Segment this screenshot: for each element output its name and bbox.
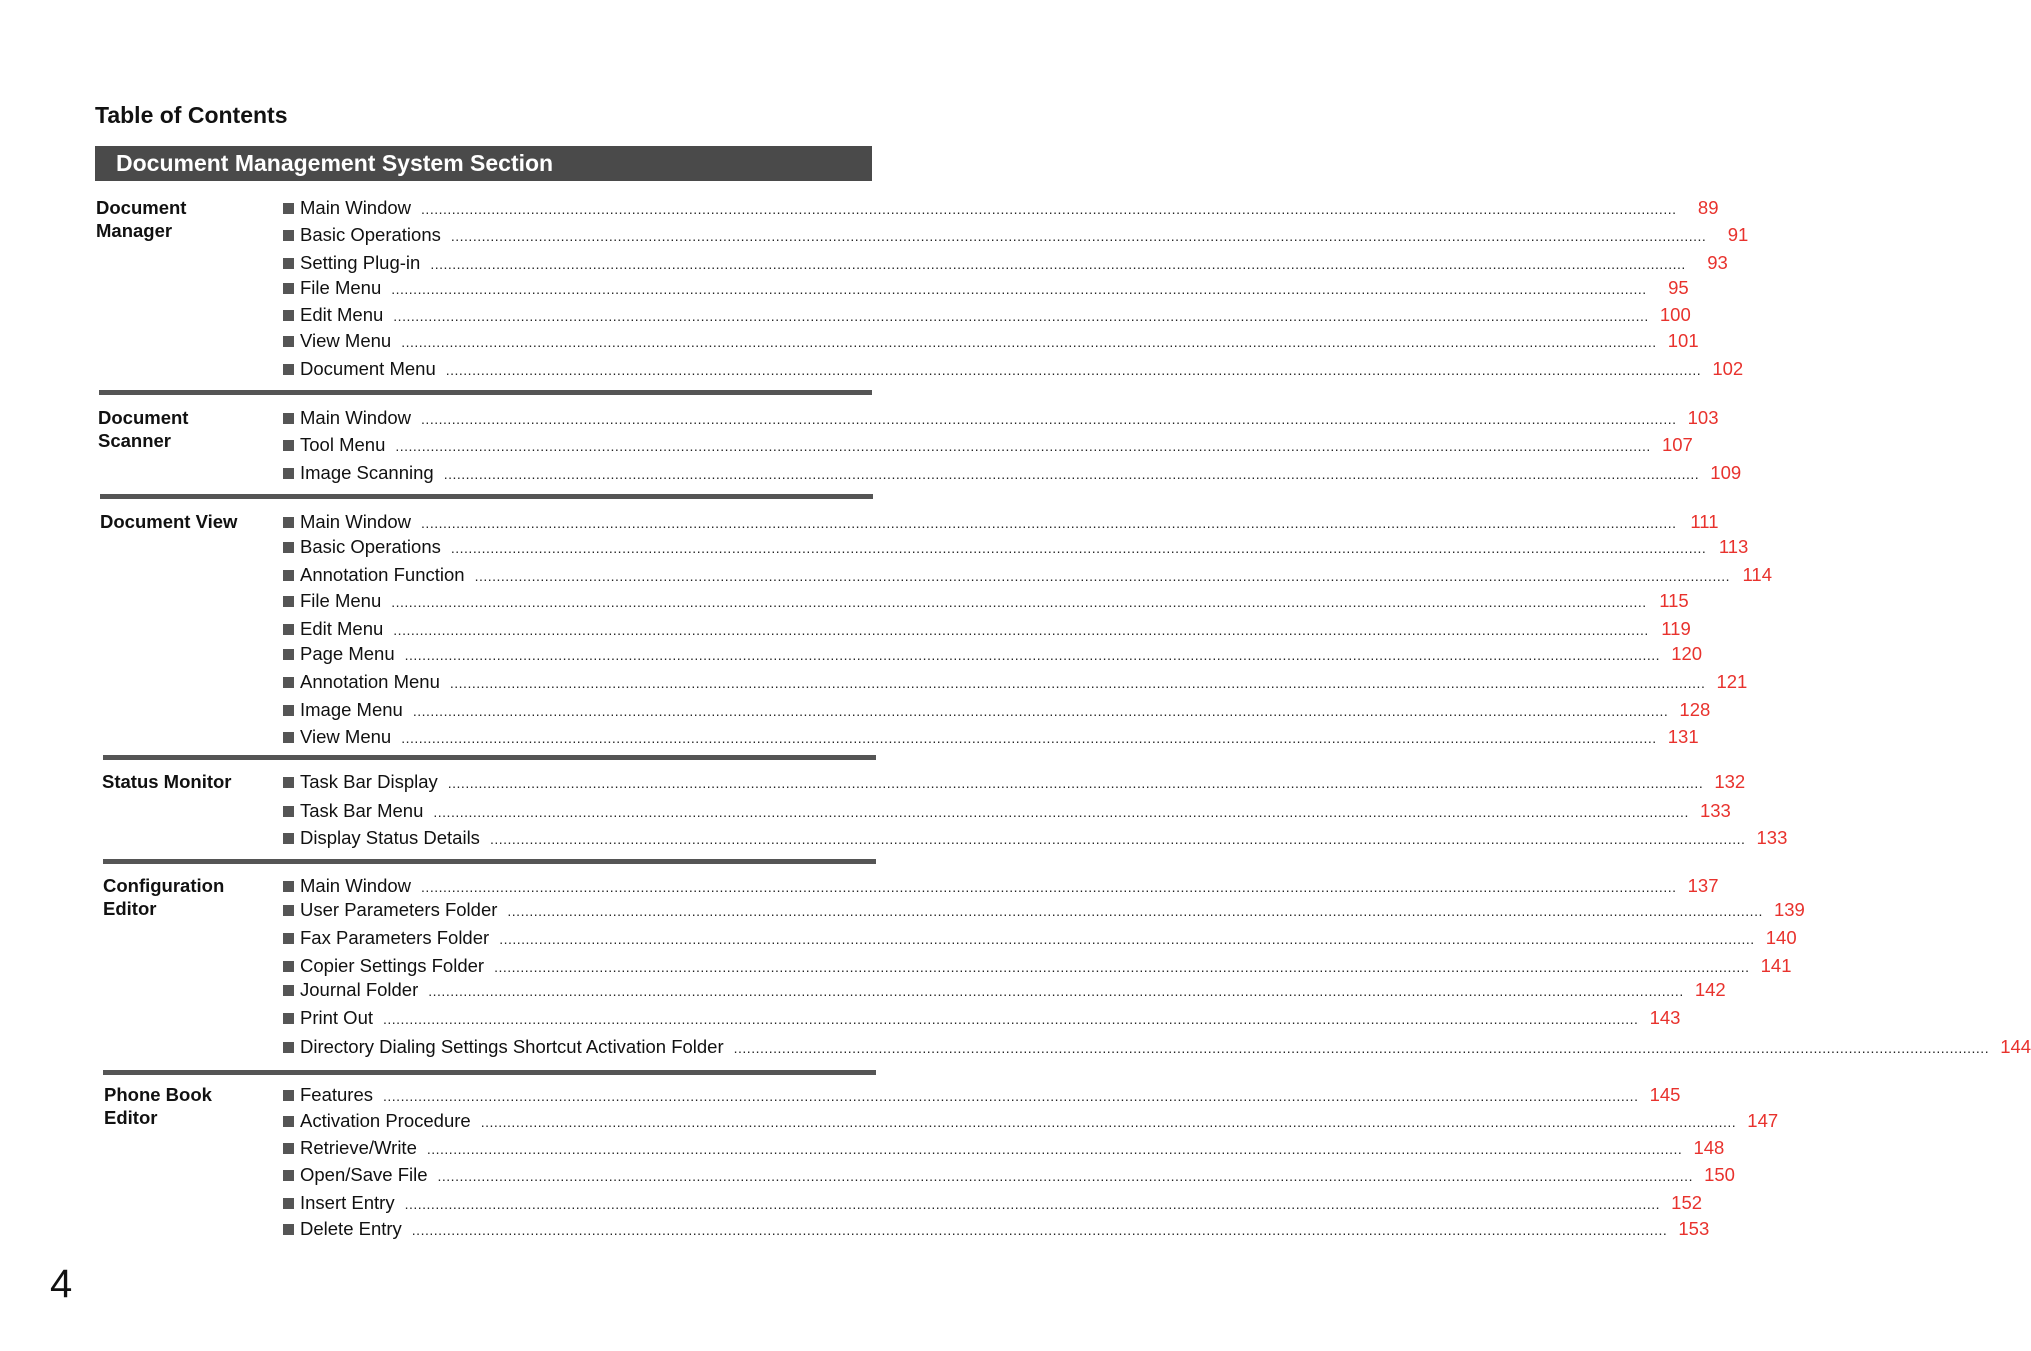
square-bullet-icon: [283, 806, 294, 817]
entry-page-number: 93: [1707, 252, 1728, 273]
toc-entry[interactable]: [283, 1136, 1725, 1160]
entry-page-number: 145: [1649, 1084, 1681, 1105]
entry-page-number: 121: [1716, 671, 1748, 692]
entry-label: Edit Menu: [300, 304, 384, 325]
toc-entry[interactable]: [283, 406, 1719, 430]
leader-dots: ..............................................................................................................................................................................................................................................................................................: [421, 879, 1677, 895]
leader-dots: ..............................................................................................................................................................................................................................................................................................: [449, 675, 1706, 691]
square-bullet-icon: [283, 258, 294, 269]
leader-dots: ..............................................................................................................................................................................................................................................................................................: [443, 466, 1700, 482]
leader-dots: ..............................................................................................................................................................................................................................................................................................: [447, 775, 1704, 791]
section-divider: [103, 755, 876, 760]
section-divider: [99, 390, 872, 395]
toc-entry[interactable]: [283, 725, 1699, 749]
entry-label: Image Menu: [300, 699, 403, 720]
entry-page-number: 148: [1693, 1137, 1725, 1158]
entry-label: Task Bar Display: [300, 771, 438, 792]
toc-entry[interactable]: [283, 617, 1691, 641]
square-bullet-icon: [283, 933, 294, 944]
square-bullet-icon: [283, 677, 294, 688]
square-bullet-icon: [283, 310, 294, 321]
group-heading: [102, 770, 272, 793]
section-divider: [103, 859, 876, 864]
leader-dots: ..............................................................................................................................................................................................................................................................................................: [445, 362, 1702, 378]
leader-dots: ..............................................................................................................................................................................................................................................................................................: [411, 1222, 1668, 1238]
entry-page-number: 143: [1649, 1007, 1681, 1028]
square-bullet-icon: [283, 336, 294, 347]
square-bullet-icon: [283, 1013, 294, 1024]
entry-label: Edit Menu: [300, 618, 384, 639]
entry-page-number: 150: [1704, 1164, 1735, 1185]
entry-label: Document Menu: [300, 358, 436, 379]
leader-dots: ..............................................................................................................................................................................................................................................................................................: [401, 334, 1657, 350]
entry-page-number: 111: [1690, 511, 1719, 532]
leader-dots: ..............................................................................................................................................................................................................................................................................................: [733, 1040, 1990, 1056]
leader-dots: ..............................................................................................................................................................................................................................................................................................: [383, 1088, 1639, 1104]
toc-entry[interactable]: [283, 1163, 1735, 1187]
square-bullet-icon: [283, 1170, 294, 1181]
leader-dots: ..............................................................................................................................................................................................................................................................................................: [383, 1011, 1639, 1027]
toc-entry[interactable]: [283, 926, 1797, 950]
leader-dots: ..............................................................................................................................................................................................................................................................................................: [426, 1141, 1683, 1157]
leader-dots: ..............................................................................................................................................................................................................................................................................................: [391, 281, 1647, 297]
square-bullet-icon: [283, 570, 294, 581]
toc-entry[interactable]: [283, 670, 1748, 694]
entry-label: Basic Operations: [300, 224, 441, 245]
entry-label: Main Window: [300, 407, 412, 428]
square-bullet-icon: [283, 1116, 294, 1127]
entry-page-number: 153: [1678, 1218, 1710, 1239]
entry-label: Copier Settings Folder: [300, 955, 485, 976]
entry-label: Retrieve/Write: [300, 1137, 417, 1158]
entry-label: View Menu: [300, 330, 392, 351]
entry-page-number: 113: [1718, 536, 1749, 557]
square-bullet-icon: [283, 283, 294, 294]
leader-dots: ..............................................................................................................................................................................................................................................................................................: [430, 256, 1686, 272]
entry-label: Tool Menu: [300, 434, 386, 455]
leader-dots: ..............................................................................................................................................................................................................................................................................................: [507, 903, 1763, 919]
square-bullet-icon: [283, 985, 294, 996]
toc-entry[interactable]: [283, 698, 1711, 722]
group-heading-line: Document: [98, 407, 189, 428]
group-heading: [104, 1083, 274, 1129]
entry-page-number: 89: [1697, 197, 1719, 218]
toc-entry[interactable]: [283, 461, 1742, 485]
group-heading-line: Phone Book: [104, 1084, 212, 1105]
toc-entry[interactable]: [283, 251, 1728, 275]
leader-dots: ..............................................................................................................................................................................................................................................................................................: [494, 959, 1750, 975]
entry-label: Journal Folder: [300, 979, 419, 1000]
leader-dots: ..............................................................................................................................................................................................................................................................................................: [421, 515, 1677, 531]
entry-page-number: 137: [1687, 875, 1719, 896]
entry-label: Task Bar Menu: [300, 800, 424, 821]
toc-entry[interactable]: [283, 535, 1749, 559]
entry-page-number: 144: [2000, 1036, 2031, 1057]
entry-label: Fax Parameters Folder: [300, 927, 490, 948]
entry-page-number: 100: [1659, 304, 1691, 325]
toc-entry[interactable]: [283, 898, 1805, 922]
leader-dots: ..............................................................................................................................................................................................................................................................................................: [428, 983, 1684, 999]
entry-label: View Menu: [300, 726, 392, 747]
square-bullet-icon: [283, 705, 294, 716]
entry-label: File Menu: [300, 590, 382, 611]
leader-dots: ..............................................................................................................................................................................................................................................................................................: [450, 228, 1707, 244]
toc-entry[interactable]: [283, 510, 1719, 534]
toc-entry[interactable]: [283, 799, 1731, 823]
group-heading-line: Document: [96, 197, 187, 218]
toc-entry[interactable]: [283, 1191, 1703, 1215]
entry-label: Insert Entry: [300, 1192, 395, 1213]
entry-page-number: 120: [1671, 643, 1703, 664]
square-bullet-icon: [283, 961, 294, 972]
entry-page-number: 107: [1661, 434, 1693, 455]
leader-dots: ..............................................................................................................................................................................................................................................................................................: [412, 703, 1669, 719]
group-heading: [96, 196, 266, 242]
square-bullet-icon: [283, 1042, 294, 1053]
toc-entry[interactable]: [283, 1109, 1779, 1133]
square-bullet-icon: [283, 777, 294, 788]
entry-label: Page Menu: [300, 643, 395, 664]
entry-label: User Parameters Folder: [300, 899, 498, 920]
toc-entry[interactable]: [283, 303, 1691, 327]
entry-page-number: 152: [1671, 1192, 1703, 1213]
square-bullet-icon: [283, 1198, 294, 1209]
square-bullet-icon: [283, 1143, 294, 1154]
toc-entry[interactable]: [283, 826, 1788, 850]
toc-entry[interactable]: [283, 954, 1792, 978]
entry-page-number: 91: [1727, 224, 1749, 245]
leader-dots: ..............................................................................................................................................................................................................................................................................................: [401, 730, 1657, 746]
square-bullet-icon: [283, 468, 294, 479]
entry-page-number: 115: [1659, 590, 1689, 611]
leader-dots: ..............................................................................................................................................................................................................................................................................................: [450, 540, 1707, 556]
square-bullet-icon: [283, 1224, 294, 1235]
square-bullet-icon: [283, 542, 294, 553]
group-heading-line: Document View: [100, 511, 238, 532]
toc-entry[interactable]: [283, 978, 1726, 1002]
square-bullet-icon: [283, 905, 294, 916]
entry-label: Open/Save File: [300, 1164, 428, 1185]
entry-label: Print Out: [300, 1007, 373, 1028]
square-bullet-icon: [283, 624, 294, 635]
group-heading: [100, 510, 270, 533]
square-bullet-icon: [283, 364, 294, 375]
leader-dots: ..............................................................................................................................................................................................................................................................................................: [393, 308, 1649, 324]
toc-entry[interactable]: [283, 357, 1744, 381]
group-heading-line: Scanner: [98, 430, 172, 451]
entry-page-number: 141: [1760, 955, 1792, 976]
entry-label: Display Status Details: [300, 827, 480, 848]
leader-dots: ..............................................................................................................................................................................................................................................................................................: [480, 1114, 1737, 1130]
entry-page-number: 109: [1710, 462, 1742, 483]
entry-page-number: 132: [1714, 771, 1746, 792]
square-bullet-icon: [283, 203, 294, 214]
group-heading-line: Manager: [96, 220, 173, 241]
entry-page-number: 95: [1668, 277, 1689, 298]
entry-page-number: 142: [1694, 979, 1726, 1000]
square-bullet-icon: [283, 732, 294, 743]
leader-dots: ..............................................................................................................................................................................................................................................................................................: [421, 411, 1677, 427]
toc-entry[interactable]: [283, 1035, 2031, 1059]
toc-entry[interactable]: [283, 196, 1719, 220]
leader-dots: ..............................................................................................................................................................................................................................................................................................: [489, 831, 1746, 847]
entry-page-number: 140: [1765, 927, 1797, 948]
toc-entry[interactable]: [283, 563, 1773, 587]
toc-entry[interactable]: [283, 1006, 1681, 1030]
entry-label: Image Scanning: [300, 462, 434, 483]
toc-entry[interactable]: [283, 276, 1689, 300]
toc-entry[interactable]: [283, 770, 1746, 794]
group-heading-line: Configuration: [103, 875, 225, 896]
square-bullet-icon: [283, 596, 294, 607]
leader-dots: ..............................................................................................................................................................................................................................................................................................: [395, 438, 1651, 454]
entry-label: Main Window: [300, 511, 412, 532]
entry-page-number: 133: [1699, 800, 1731, 821]
leader-dots: ..............................................................................................................................................................................................................................................................................................: [433, 804, 1689, 820]
entry-label: Basic Operations: [300, 536, 441, 557]
leader-dots: ..............................................................................................................................................................................................................................................................................................: [499, 931, 1755, 947]
toc-entry[interactable]: [283, 1217, 1710, 1241]
entry-page-number: 147: [1747, 1110, 1779, 1131]
square-bullet-icon: [283, 833, 294, 844]
entry-label: Activation Procedure: [300, 1110, 471, 1131]
entry-label: Annotation Function: [300, 564, 465, 585]
toc-entry[interactable]: [283, 874, 1719, 898]
entry-page-number: 101: [1667, 330, 1699, 351]
entry-page-number: 103: [1687, 407, 1719, 428]
entry-label: File Menu: [300, 277, 382, 298]
toc-entry[interactable]: [283, 223, 1749, 247]
leader-dots: ..............................................................................................................................................................................................................................................................................................: [404, 1196, 1661, 1212]
toc-entry[interactable]: [283, 1083, 1681, 1107]
entry-label: Setting Plug-in: [300, 252, 421, 273]
entry-page-number: 139: [1773, 899, 1805, 920]
leader-dots: ..............................................................................................................................................................................................................................................................................................: [474, 568, 1731, 584]
group-heading: [98, 406, 268, 452]
leader-dots: ..............................................................................................................................................................................................................................................................................................: [391, 594, 1647, 610]
toc-entry[interactable]: [283, 329, 1699, 353]
entry-page-number: 102: [1712, 358, 1744, 379]
leader-dots: ..............................................................................................................................................................................................................................................................................................: [404, 647, 1661, 663]
square-bullet-icon: [283, 230, 294, 241]
toc-entry[interactable]: [283, 642, 1703, 666]
square-bullet-icon: [283, 440, 294, 451]
entry-label: Delete Entry: [300, 1218, 402, 1239]
square-bullet-icon: [283, 1090, 294, 1101]
section-banner: Document Management System Section: [95, 146, 872, 181]
entry-page-number: 131: [1667, 726, 1699, 747]
square-bullet-icon: [283, 413, 294, 424]
entry-page-number: 128: [1679, 699, 1711, 720]
leader-dots: ..............................................................................................................................................................................................................................................................................................: [421, 201, 1677, 217]
section-divider: [103, 1070, 876, 1075]
page-title: Table of Contents: [95, 102, 288, 128]
entry-page-number: 133: [1756, 827, 1788, 848]
leader-dots: ..............................................................................................................................................................................................................................................................................................: [437, 1168, 1693, 1184]
group-heading: [103, 874, 273, 920]
entry-page-number: 114: [1742, 564, 1773, 585]
square-bullet-icon: [283, 881, 294, 892]
group-heading-line: Editor: [103, 898, 157, 919]
entry-label: Main Window: [300, 875, 412, 896]
entry-label: Directory Dialing Settings Shortcut Activation Folder: [300, 1036, 724, 1057]
section-divider: [100, 494, 873, 499]
group-heading-line: Editor: [104, 1107, 158, 1128]
entry-label: Annotation Menu: [300, 671, 440, 692]
square-bullet-icon: [283, 517, 294, 528]
leader-dots: ..............................................................................................................................................................................................................................................................................................: [393, 622, 1649, 638]
group-heading-line: Status Monitor: [102, 771, 232, 792]
toc-entry[interactable]: [283, 589, 1689, 613]
square-bullet-icon: [283, 649, 294, 660]
entry-page-number: 119: [1661, 618, 1691, 639]
entry-label: Features: [300, 1084, 374, 1105]
page-number: 4: [50, 1262, 73, 1306]
toc-entry[interactable]: [283, 433, 1693, 457]
entry-label: Main Window: [300, 197, 412, 218]
